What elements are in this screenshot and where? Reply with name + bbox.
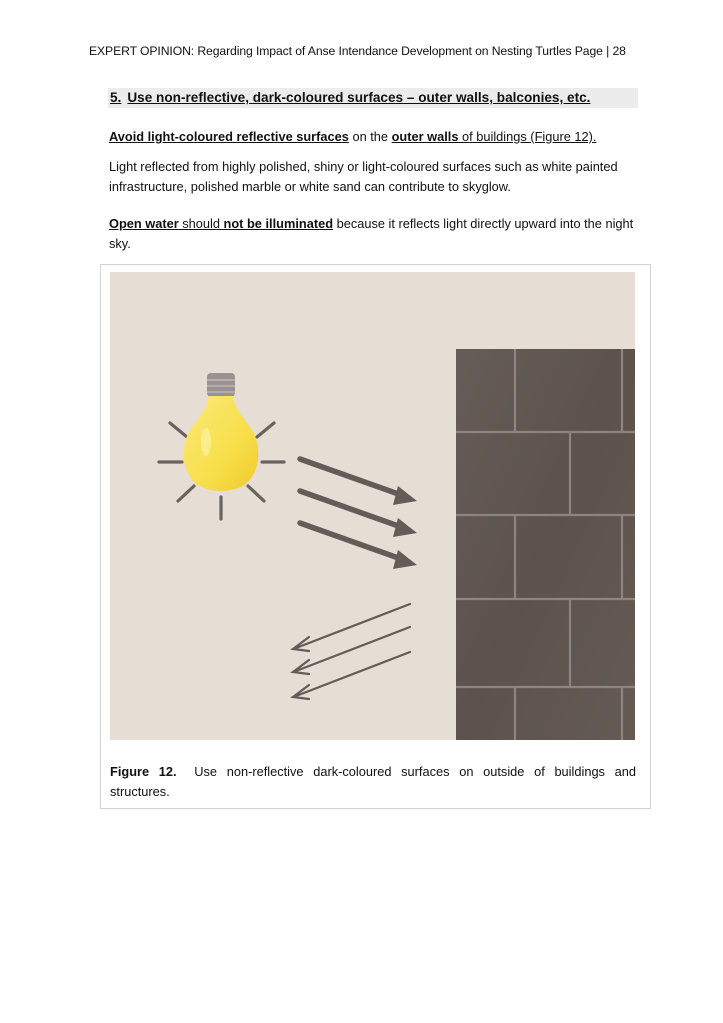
text-fragment: should bbox=[178, 216, 224, 231]
reflective-surface-illustration bbox=[110, 272, 635, 740]
figure-12 bbox=[100, 264, 651, 809]
section-title: Use non-reflective, dark-coloured surfaces – outer walls, balconies, etc. bbox=[127, 90, 591, 105]
emphasis-light-coloured: Avoid light-coloured reflective surfaces bbox=[109, 129, 349, 144]
paragraph-open-water bbox=[109, 214, 637, 254]
figure-label: Figure 12. bbox=[110, 764, 177, 779]
text-fragment: on the bbox=[348, 129, 392, 144]
emphasis-not-illuminated: not be illuminated bbox=[223, 216, 334, 231]
running-header: EXPERT OPINION: Regarding Impact of Anse Intendance Development on Nesting Turtles Page | 28 bbox=[89, 44, 626, 58]
text-fragment: because it reflects light directly upward into the night sky. bbox=[109, 216, 634, 251]
brick-wall-icon bbox=[456, 349, 635, 740]
section-heading bbox=[108, 88, 638, 108]
emphasis-open-water: Open water bbox=[109, 216, 179, 231]
figure-caption-text: Use non-reflective dark-coloured surfaces on outside of buildings and structures. bbox=[110, 764, 636, 799]
paragraph-skyglow: Light reflected from highly polished, shiny or light-coloured surfaces such as white painted infrastructure, polished marble or white sand can contribute to skyglow. bbox=[109, 159, 618, 194]
emphasis-outer-walls: outer walls bbox=[391, 129, 459, 144]
figure-reference: of buildings (Figure 12). bbox=[458, 129, 597, 144]
figure-caption bbox=[110, 762, 636, 802]
paragraph-avoid-reflective bbox=[109, 127, 637, 147]
section-number: 5. bbox=[110, 90, 122, 105]
